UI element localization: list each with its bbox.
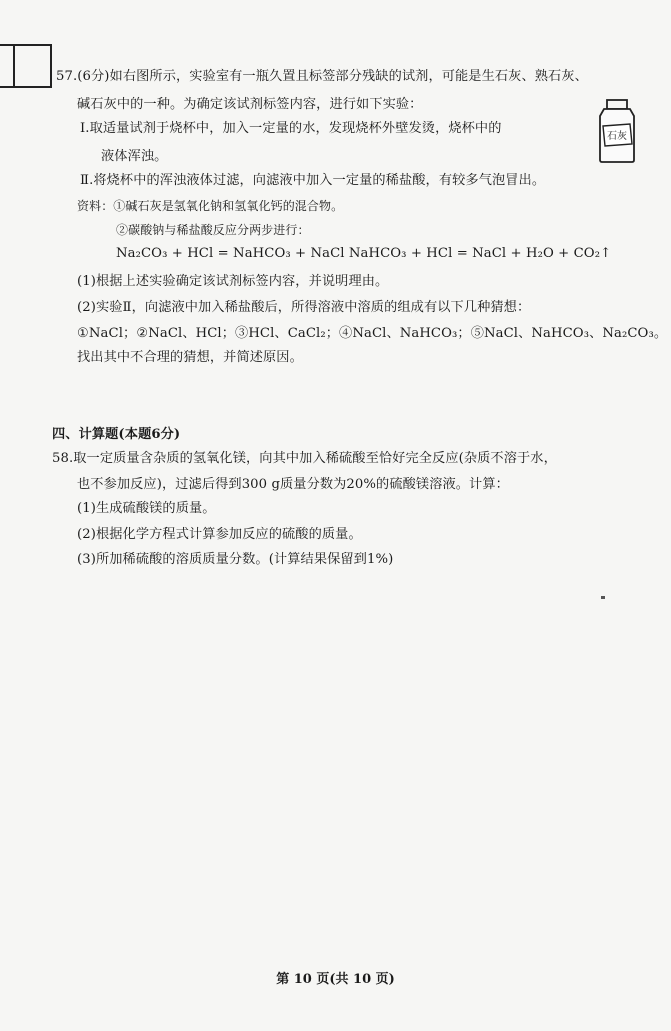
q57-info-line2: ②碳酸钠与稀盐酸反应分两步进行： [116,223,310,237]
score-box [0,44,52,88]
q57-subquestion-2-line2: ①NaCl；②NaCl、HCl；③HCl、CaCl₂；④NaCl、NaHCO₃；⑤NaCl、NaHCO₃、Na₂CO₃。 [77,326,668,341]
q57-subquestion-1: (1)根据上述实验确定该试剂标签内容，并说明理由。 [77,274,389,289]
q58-subquestion-3: (3)所加稀硫酸的溶质质量分数。(计算结果保留到1%) [77,552,394,567]
stray-mark [601,596,605,599]
q57-subquestion-2-line3: 找出其中不合理的猜想，并简述原因。 [77,350,303,365]
score-box-divider [13,44,15,88]
section-heading: 四、计算题(本题6分) [52,427,181,442]
q57-stem-line2: 碱石灰中的一种。为确定该试剂标签内容，进行如下实验： [77,97,423,112]
q57-info-line1: 资料：①碱石灰是氢氧化钠和氢氧化钙的混合物。 [77,199,344,213]
q57-step1-line1: Ⅰ.取适量试剂于烧杯中，加入一定量的水，发现烧杯外壁发烫，烧杯中的 [80,121,502,136]
q57-equation: Na₂CO₃ + HCl = NaHCO₃ + NaCl NaHCO₃ + HCl = NaCl + H₂O + CO₂↑ [116,246,612,261]
q57-step2: Ⅱ.将烧杯中的浑浊液体过滤，向滤液中加入一定量的稀盐酸，有较多气泡冒出。 [80,173,546,188]
q57-step1-line2: 液体浑浊。 [101,149,168,164]
q58-stem-line1: 58.取一定质量含杂质的氢氧化镁，向其中加入稀硫酸至恰好完全反应(杂质不溶于水， [52,451,557,466]
reagent-bottle-icon [594,98,640,164]
q57-stem-line1: 57.(6分)如右图所示，实验室有一瓶久置且标签部分残缺的试剂，可能是生石灰、熟石灰、 [56,69,588,84]
q58-subquestion-2: (2)根据化学方程式计算参加反应的硫酸的质量。 [77,527,362,542]
q58-stem-line2: 也不参加反应)，过滤后得到300 g质量分数为20%的硫酸镁溶液。计算： [77,477,509,492]
bottle-label: 石灰 [607,131,627,142]
page-number: 第 10 页(共 10 页) [276,972,395,987]
q58-subquestion-1: (1)生成硫酸镁的质量。 [77,501,216,516]
q57-subquestion-2-line1: (2)实验Ⅱ，向滤液中加入稀盐酸后，所得溶液中溶质的组成有以下几种猜想： [77,300,531,315]
